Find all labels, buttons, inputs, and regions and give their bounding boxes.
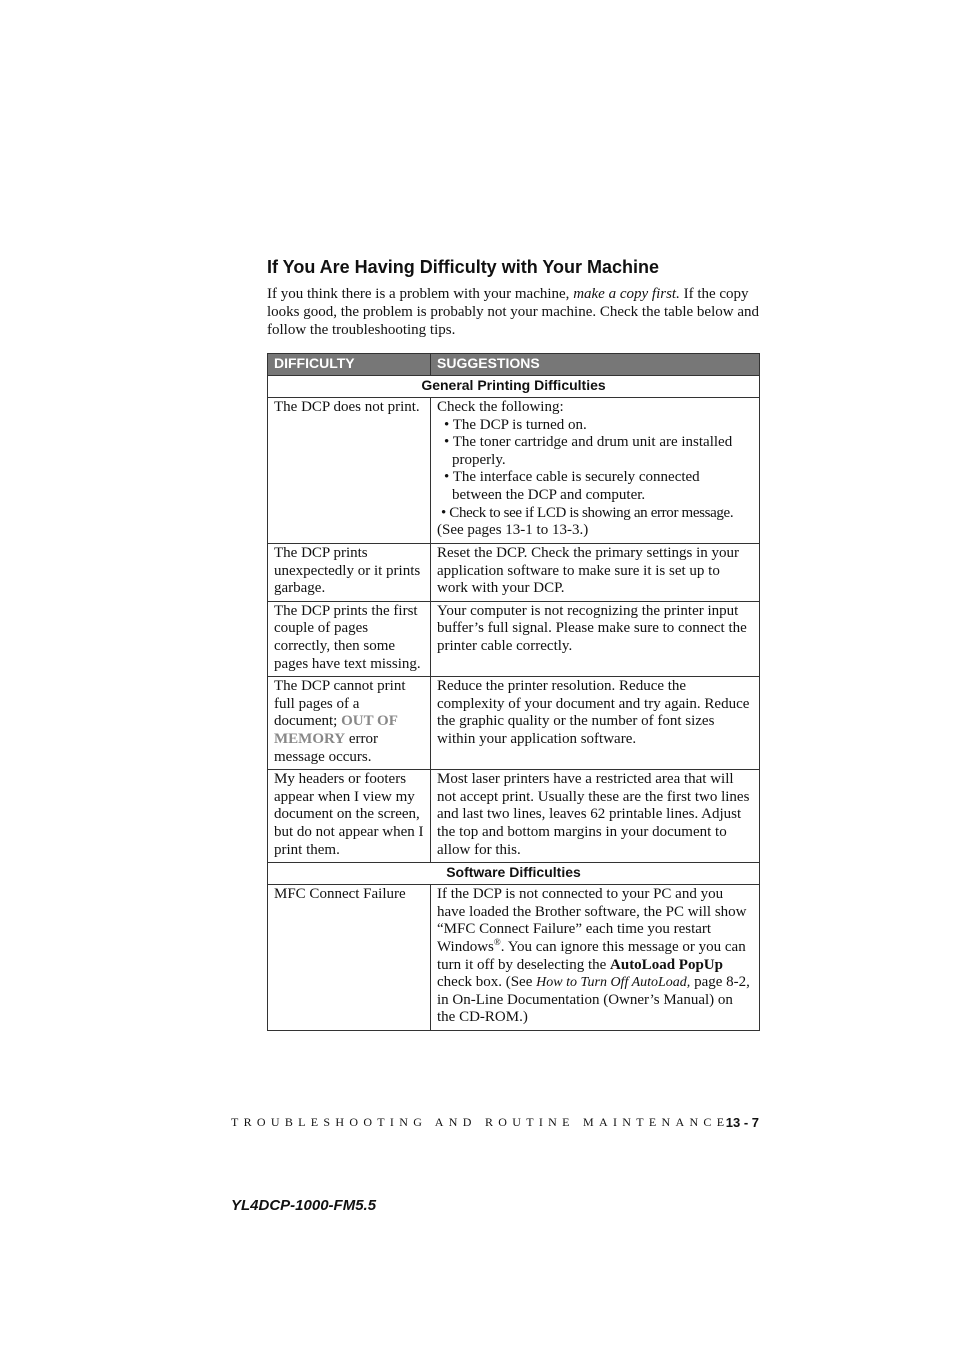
difficulty-text: error message occurs.	[274, 730, 379, 765]
document-code: YL4DCP-1000-FM5.5	[231, 1197, 377, 1214]
difficulty-cell: The DCP prints the first couple of pages correctly, then some pages have text missing.	[268, 601, 431, 676]
list-item: • The DCP is turned on.	[444, 416, 587, 433]
page-number: 13 - 7	[725, 1115, 759, 1130]
table-row	[268, 677, 760, 770]
suggestion-cell	[431, 885, 760, 1031]
column-header-difficulty: DIFFICULTY	[268, 354, 431, 376]
suggestion-intro: Check the following:	[437, 399, 564, 415]
difficulty-cell: MFC Connect Failure	[268, 885, 431, 1031]
section-row-general	[268, 376, 760, 398]
difficulty-text: The DCP cannot print full pages of a document;	[274, 678, 406, 730]
footer-section-title: TROUBLESHOOTING AND ROUTINE MAINTENANCE	[231, 1115, 730, 1129]
difficulty-cell	[268, 677, 431, 770]
suggestion-note: (See pages 13-1 to 13-3.)	[437, 522, 589, 539]
table-row	[268, 601, 760, 676]
table-row	[268, 398, 760, 544]
section-title-general: General Printing Difficulties	[268, 376, 760, 398]
suggestion-cell: Most laser printers have a restricted area that will not accept print. Usually these are the first two lines and last two lines, leaves 62 printable lines. Adjust the top and bottom margins in your document to allow for this.	[431, 770, 760, 863]
section-row-software	[268, 863, 760, 885]
difficulty-cell: The DCP prints unexpectedly or it prints garbage.	[268, 544, 431, 602]
suggestion-cell	[431, 398, 760, 544]
table-row	[268, 770, 760, 863]
section-title-software: Software Difficulties	[268, 863, 760, 885]
difficulty-cell: My headers or footers appear when I view my document on the screen, but do not appear when I print them.	[268, 770, 431, 863]
reference-title: How to Turn Off AutoLoad,	[536, 975, 691, 991]
list-item: • The interface cable is securely connected between the DCP and computer.	[444, 469, 700, 503]
suggestion-cell: Reduce the printer resolution. Reduce the complexity of your document and try again. Reduce the graphic quality or the number of font sizes within your application software.	[431, 677, 760, 770]
table-row	[268, 885, 760, 1031]
table-header-row	[268, 354, 760, 376]
suggestion-text: page 8-2, in On-Line Documentation (Owner’s Manual) on the CD-ROM.)	[437, 974, 750, 1026]
error-message-label: OUT OF MEMORY	[274, 713, 398, 747]
intro-paragraph	[267, 285, 759, 339]
checkbox-name: AutoLoad PopUp	[610, 956, 723, 973]
table-row	[268, 544, 760, 602]
column-header-suggestions: SUGGESTIONS	[431, 354, 760, 376]
intro-emphasis: make a copy first.	[573, 286, 680, 302]
intro-text-1: If you think there is a problem with your machine,	[267, 286, 574, 302]
intro-text-2: If the copy looks good, the problem is probably not your machine. Check the table below and follow the troubleshooting tips.	[267, 286, 759, 338]
page-heading: If You Are Having Difficulty with Your Machine	[267, 257, 660, 277]
suggestion-cell: Your computer is not recognizing the printer input buffer’s full signal. Please make sure to connect the printer cable correctly.	[431, 601, 760, 676]
difficulty-cell: The DCP does not print.	[268, 398, 431, 544]
list-item: • The toner cartridge and drum unit are installed properly.	[444, 434, 733, 468]
suggestion-cell: Reset the DCP. Check the primary settings in your application software to make sure it is set up to work with your DCP.	[431, 544, 760, 602]
troubleshooting-table	[267, 353, 760, 1031]
suggestion-text: check box. (See	[437, 974, 537, 991]
registered-mark: ®	[493, 936, 501, 947]
suggestion-text: . You can ignore this message or you can turn it off by deselecting the	[437, 938, 746, 973]
suggestion-text: If the DCP is not connected to your PC and you have loaded the Brother software, the PC will show “MFC Connect Failure” each time you restart Windows	[437, 886, 747, 955]
list-item: • Check to see if LCD is showing an error message.	[441, 504, 734, 521]
